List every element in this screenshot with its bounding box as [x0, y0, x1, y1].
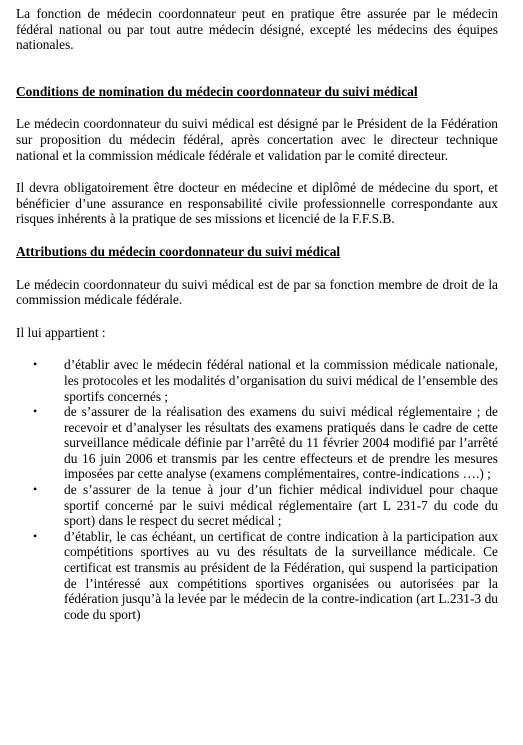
- document-page: [16, 6, 498, 622]
- spacer: [16, 260, 498, 277]
- attributions-lead: Il lui appartient :: [16, 324, 106, 340]
- spacer: [16, 53, 498, 84]
- bullet-icon: •: [33, 528, 38, 543]
- spacer: [16, 99, 498, 116]
- section-heading-attributions: Attributions du médecin coordonnateur du suivi médical: [16, 243, 341, 259]
- attributions-paragraph: Le médecin coordonnateur du suivi médical est de par sa fonction membre de droit de la commission médicale fédérale.: [16, 276, 498, 308]
- list-item: [33, 529, 498, 623]
- list-item-text: d’établir avec le médecin fédéral national et la commission médicale nationale, les protocoles et les modalités d’organisation du suivi médical de l’ensemble des sportifs concernés ;: [64, 357, 498, 404]
- attributions-list: [16, 357, 498, 622]
- intro-paragraph: La fonction de médecin coordonnateur peut en pratique être assurée par le médecin fédéral national ou par tout autre médecin désigné, excepté les médecins des équipes nationales.: [16, 6, 498, 53]
- list-item-text: de s’assurer de la tenue à jour d’un fichier médical individuel pour chaque sportif concerné par le suivi médical réglementaire (art L 231-7 du code du sport) dans le respect du secret médical ;: [64, 482, 498, 529]
- nomination-paragraph-2: Il devra obligatoirement être docteur en médecine et diplômé de médecine du sport, et bénéficier d’une assurance en responsabilité civile professionnelle correspondante aux risques inhérents à la pratique de ses missions et licencié de la F.F.S.B.: [16, 180, 498, 227]
- bullet-icon: •: [33, 404, 38, 419]
- spacer: [16, 163, 498, 180]
- nomination-paragraph-1: Le médecin coordonnateur du suivi médical est désigné par le Président de la Fédération sur proposition du médecin fédéral, après concertation avec le directeur technique national et la commission médicale fédérale et validation par le comité directeur.: [16, 116, 498, 163]
- spacer: [16, 227, 498, 244]
- list-item: [33, 404, 498, 482]
- list-item: [33, 357, 498, 404]
- list-item-text: de s’assurer de la réalisation des examens du suivi médical réglementaire ; de recevoir et d’analyser les résultats des examens pratiqués dans le cadre de cette surveillance médicale définie par l’arrêté du 11 février 2004 modifié par l’arrêté du 16 juin 2006 et transmis par les centre effecteurs et de prendre les mesures imposées par cette analyse (examens complémentaires, contre-indications ….) ;: [64, 404, 498, 482]
- bullet-icon: •: [33, 357, 38, 372]
- list-item: [33, 482, 498, 529]
- section-heading-nomination: Conditions de nomination du médecin coordonnateur du suivi médical: [16, 83, 418, 99]
- spacer: [16, 308, 498, 325]
- bullet-icon: •: [33, 482, 38, 497]
- spacer: [16, 340, 498, 357]
- list-item-text: d’établir, le cas échéant, un certificat de contre indication à la participation aux compétitions sportives au vu des résultats de la surveillance médicale. Ce certificat est transmis au président de la Fédération, qui suspend la participation de l’intéressé aux compétitions sportives organisées ou autorisées par la fédération jusqu’à la levée par le médecin de la contre-indication (art L.231-3 du code du sport): [64, 528, 498, 622]
